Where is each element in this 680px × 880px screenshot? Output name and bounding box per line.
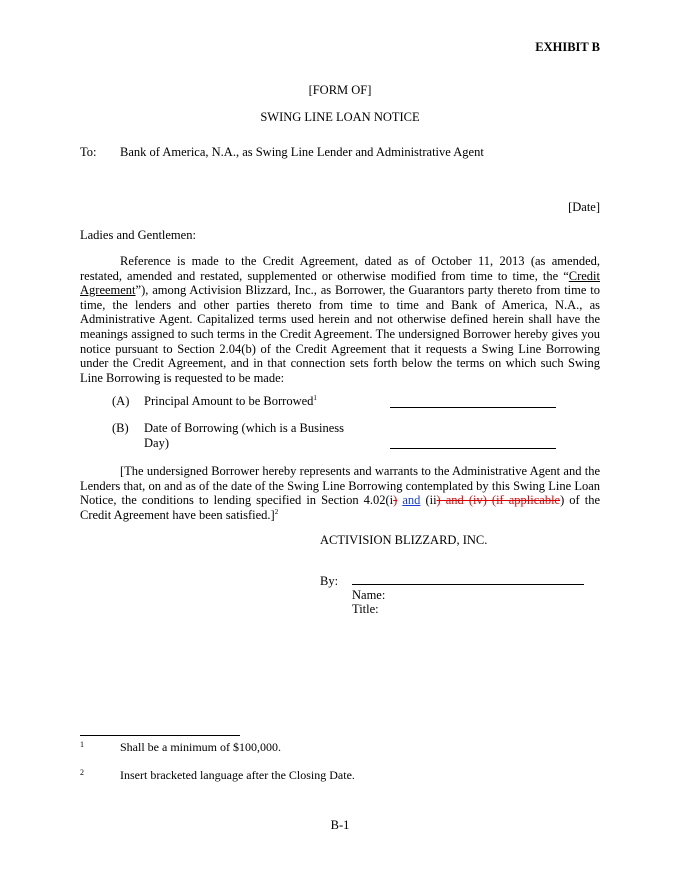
footnote-1-text: Shall be a minimum of $100,000. xyxy=(120,740,281,754)
footnote-separator xyxy=(80,735,240,736)
item-b-text: Date of Borrowing (which is a Business Day) xyxy=(144,421,344,450)
footnote-1 xyxy=(80,740,281,755)
defined-term: Credit Agreement xyxy=(80,268,600,298)
to-label: To: xyxy=(80,145,97,159)
form-of-label: [FORM OF] xyxy=(308,83,372,97)
p2-c: ) of the Credit Agreement have been satisfied.] xyxy=(80,493,601,522)
p1-end: ”), among Activision Blizzard, Inc., as Borrower, the Guarantors party thereto from time to time, the lenders and other parties thereto from time to time and Bank of America, N.A., as Administrative Agent. Capitalized terms used herein and not otherwise defined herein shall have the meanings assigned to such terms in the Credit Agreement. The undersigned Borrower hereby gives you notice pursuant to Section 2.04(b) of the Credit Agreement that it requests a Swing Line Borrowing under the Credit Agreement, and in that connection sets forth below the terms on which such Swing Line Borrowing is requested to be made: xyxy=(80,283,600,385)
item-a-text: Principal Amount to be Borrowed xyxy=(144,394,314,408)
page-number: B-1 xyxy=(330,818,350,832)
name-label: Name: xyxy=(352,588,386,602)
footnote-1-number: 1 xyxy=(80,740,84,749)
date-placeholder: [Date] xyxy=(568,200,600,214)
p1-start: Reference is made to the Credit Agreement, dated as of October 11, 2013 (as amended, restated, amended and restated, supplemented or otherwise modified from time to time, the “ xyxy=(80,254,600,283)
p2-a: [The undersigned Borrower hereby represents and warrants to the Administrative Agent and the Lenders that, on and as of the date of the Swing Line Borrowing contemplated by this Swing Line Loan Notice, the conditions to lending specified in Section 4.02(i xyxy=(80,464,600,508)
item-b-letter: (B) xyxy=(112,421,129,435)
notice-title: SWING LINE LOAN NOTICE xyxy=(260,110,420,124)
footnote-ref-1: 1 xyxy=(313,393,317,402)
p2-b: (ii xyxy=(420,493,437,508)
signatory-company: ACTIVISION BLIZZARD, INC. xyxy=(320,533,488,547)
footnote-2-number: 2 xyxy=(80,768,84,777)
principal-amount-blank xyxy=(390,407,556,408)
signature-line xyxy=(352,584,584,585)
footnote-2-text: Insert bracketed language after the Closing Date. xyxy=(120,768,355,782)
inserted-text: and xyxy=(402,493,421,508)
borrowing-date-blank xyxy=(390,448,556,449)
by-label: By: xyxy=(320,574,339,588)
exhibit-label: EXHIBIT B xyxy=(535,40,600,54)
addressee: Bank of America, N.A., as Swing Line Lender and Administrative Agent xyxy=(120,145,484,159)
salutation: Ladies and Gentlemen: xyxy=(80,228,196,242)
deleted-text-2: ) and (iv) (if applicable xyxy=(436,493,561,508)
body-paragraph-1 xyxy=(80,254,600,385)
footnote-ref-2: 2 xyxy=(274,507,279,516)
title-label: Title: xyxy=(352,602,379,616)
deleted-text-1: ) xyxy=(393,493,398,508)
footnote-2 xyxy=(80,768,355,783)
body-paragraph-2 xyxy=(80,464,600,522)
item-a xyxy=(112,394,317,409)
item-a-letter: (A) xyxy=(112,394,130,408)
item-b xyxy=(112,421,144,436)
addressee-line xyxy=(80,145,484,160)
